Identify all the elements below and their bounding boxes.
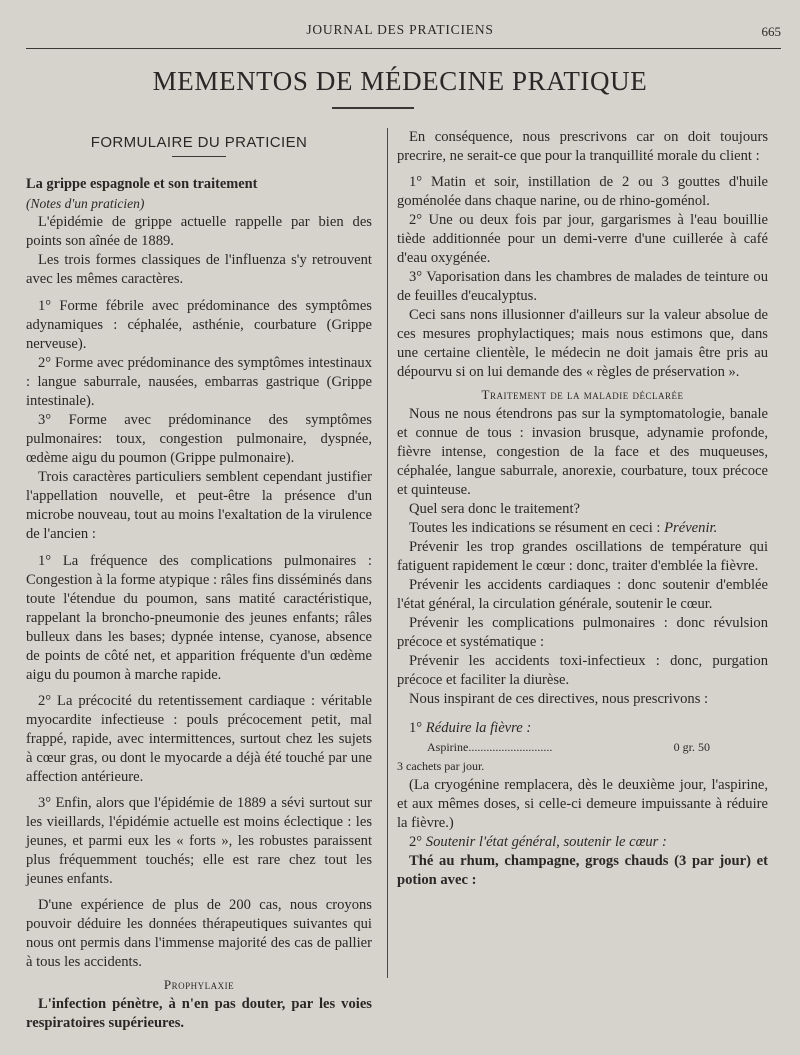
- rx2-number: 2°: [409, 834, 423, 850]
- prescription-heading-2: [397, 833, 768, 852]
- journal-title: JOURNAL DES PRATICIENS: [306, 22, 494, 37]
- paragraph: Prévenir les trop grandes oscillations de température qui fatiguent rapidement le cœur : donc, traiter d'emblée la fièvre.: [397, 539, 768, 574]
- paragraph: 3° Enfin, alors que l'épidémie de 1889 a sévi surtout sur les vieillards, l'épidémie actuelle est moins éclectique : les jeunes, et parmi eux les « forts », les robustes paraissent plus fréquemment touchés; elle est rare chez tout les jeunes enfants.: [26, 795, 372, 887]
- paragraph: 2° La précocité du retentissement cardiaque : véritable myocardite infectieuse : pouls précocement petit, mal frappé, rapide, avec intermittences, surtout chez les sujets à cœur gras, ou dont le myocarde a déjà été touché par une affection antérieure.: [26, 693, 372, 785]
- paragraph: L'épidémie de grippe actuelle rappelle par bien des points son aînée de 1889.: [26, 214, 372, 249]
- prescription-note: 3 cachets par jour.: [397, 759, 485, 773]
- paragraph: Prévenir les accidents toxi-infectieux : donc, purgation précoce et faciliter la diurèse.: [397, 653, 768, 688]
- prophylaxis-heading: Prophylaxie: [163, 977, 235, 992]
- paragraph: D'une expérience de plus de 200 cas, nous croyons pouvoir déduire les données thérapeutiques suivantes qui nous ont permis dans l'immense majorité des cas de pallier à tous les accidents.: [26, 897, 372, 970]
- running-header: [0, 22, 800, 42]
- paragraph: Trois caractères particuliers semblent cependant justifier l'appellation nouvelle, et peut-être la présence d'un microbe nouveau, tout au moins l'exaltation de la virulence de l'ancien :: [26, 469, 372, 542]
- column-divider: [387, 128, 388, 978]
- prophylaxis-paragraph: L'infection pénètre, à n'en pas douter, par les voies respiratoires supérieures.: [26, 996, 372, 1031]
- paragraph: En conséquence, nous prescrivons car on doit toujours precrire, ne serait-ce que pour la tranquillité morale du client :: [397, 129, 768, 164]
- prescription-heading-1: [397, 719, 768, 738]
- paragraph: 1° La fréquence des complications pulmonaires : Congestion à la forme atypique : râles fins disséminés dans toute l'étendue du poumon, sans matité caractéristique, rappelant la broncho-pneumonie des jeunes enfants; râles bulleux dans les bases; dypnée intense, cyanose, absence de points de côté net, et apparition fréquente d'un œdème aigu du poumon à marche rapide.: [26, 553, 372, 683]
- paragraph: 2° Forme avec prédominance des symptômes intestinaux : langue saburrale, nausées, embarras gastrique (Grippe intestinale).: [26, 355, 372, 409]
- page-number: 665: [761, 24, 781, 39]
- list-item: 3° Vaporisation dans les chambres de malades de teinture ou de feuilles d'eucalyptus.: [397, 269, 768, 304]
- treatment-heading: Traitement de la maladie déclarée: [481, 387, 684, 402]
- right-column: [397, 128, 768, 890]
- article-subtitle: (Notes d'un praticien): [26, 196, 145, 211]
- paragraph: Nous ne nous étendrons pas sur la symptomatologie, banale et connue de tous : invasion brusque, adynamie profonde, fièvre intense, congestion de la face et des muqueuses, céphalée, langue saburrale, anorexie, courbature, toux précoce et quinteuse.: [397, 406, 768, 498]
- left-column: [26, 128, 372, 1033]
- title-rule: [332, 107, 414, 109]
- rx1-heading: Réduire la fièvre :: [425, 720, 532, 736]
- paragraph: 1° Forme fébrile avec prédominance des symptômes adynamiques : céphalée, asthénie, courbature (Grippe nerveuse).: [26, 298, 372, 352]
- rx2-heading: Soutenir l'état général, soutenir le cœur :: [425, 834, 667, 850]
- paragraph: Ceci sans nons illusionner d'ailleurs sur la valeur absolue de ces mesures prophylactiques; mais nous estimons que, dans une certaine clientèle, le médecin ne doit jamais être pris au dépourvu si on lui demande des « règles de préservation ».: [397, 307, 768, 380]
- header-rule: [26, 48, 781, 49]
- rx1-number: 1°: [409, 720, 423, 736]
- section-heading-rule: [172, 156, 226, 157]
- article-title: La grippe espagnole et son traitement: [26, 176, 258, 192]
- paragraph: Nous inspirant de ces directives, nous prescrivons :: [409, 691, 709, 707]
- paragraph: (La cryogénine remplacera, dès le deuxième jour, l'aspirine, et aux mêmes doses, si celle-ci demeure impuissante à réduire la fièvre.): [397, 777, 768, 831]
- paragraph: 3° Forme avec prédominance des symptômes pulmonaires: toux, congestion pulmonaire, dyspnée, œdème aigu du poumon (Grippe pulmonaire).: [26, 412, 372, 466]
- indications-text: Toutes les indications se résument en ceci :: [409, 520, 661, 536]
- paragraph: Prévenir les accidents cardiaques : donc soutenir d'emblée l'état général, la circulation générale, soutenir le cœur.: [397, 577, 768, 612]
- list-item: 1° Matin et soir, instillation de 2 ou 3 gouttes d'huile goménolée dans chaque narine, ou de rhino-goménol.: [397, 174, 768, 209]
- indications-emphasis: Prévenir.: [664, 520, 718, 536]
- paragraph: Quel sera donc le traitement?: [409, 501, 580, 517]
- rx-dose: 0 gr. 50: [673, 740, 710, 754]
- paragraph: [397, 519, 768, 538]
- section-heading: FORMULAIRE DU PRATICIEN: [90, 134, 308, 151]
- main-title: MEMENTOS DE MÉDECINE PRATIQUE: [152, 66, 648, 96]
- rx-drug: Aspirine............................: [427, 740, 553, 754]
- list-item: 2° Une ou deux fois par jour, gargarismes à l'eau bouillie tiède additionnée pour un demi-verre d'une cuillerée à café d'eau oxygénée.: [397, 212, 768, 266]
- paragraph: Prévenir les complications pulmonaires : donc révulsion précoce et systématique :: [397, 615, 768, 650]
- paragraph: Thé au rhum, champagne, grogs chauds (3 par jour) et potion avec :: [397, 853, 768, 888]
- prescription-line: [397, 738, 768, 757]
- paragraph: Les trois formes classiques de l'influenza s'y retrouvent avec les mêmes caractères.: [26, 252, 372, 287]
